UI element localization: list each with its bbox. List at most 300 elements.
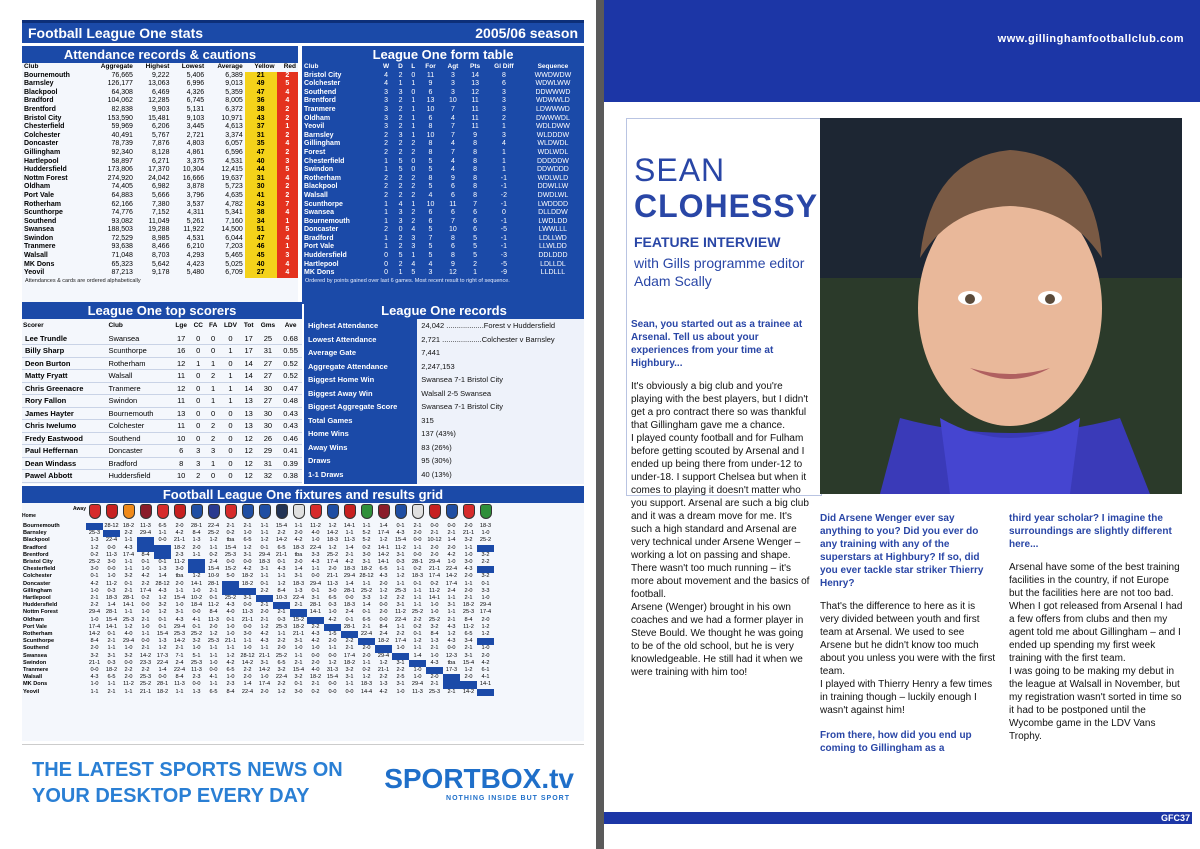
scorer-cell: 17: [241, 345, 257, 358]
grid-cell: 0-1: [209, 595, 218, 602]
scorer-cell: 0: [220, 333, 241, 345]
grid-cell: 25-2: [479, 537, 492, 544]
grid-cell: 3-1: [396, 551, 405, 558]
form-cell: 11: [471, 105, 479, 113]
form-cell: 2: [384, 140, 389, 148]
scorers-column-header: Club: [108, 322, 123, 329]
grid-cell: 3-2: [124, 652, 133, 659]
club-crest-icon: [463, 504, 475, 519]
form-cell: Brentford: [304, 97, 336, 105]
attendance-row: [22, 80, 298, 89]
grid-cell: 1-0: [175, 602, 184, 609]
club-crest-icon: [480, 504, 492, 519]
scorer-cell: 0: [220, 432, 241, 445]
form-cell: 2: [384, 226, 389, 234]
grid-cell: 17-4: [377, 530, 390, 537]
attendance-cell: 3: [277, 158, 298, 167]
form-cell: 4: [411, 226, 416, 234]
form-cell: 7: [450, 217, 455, 225]
attendance-cell: 4: [277, 175, 298, 184]
grid-cell: 11-3: [191, 667, 202, 674]
grid-cell: 18-2: [343, 659, 356, 666]
form-row: [302, 235, 584, 244]
scorer-cell: Bradford: [107, 457, 171, 470]
scorers-column-header: FA: [208, 322, 218, 329]
grid-cell: 1-1: [396, 566, 405, 573]
scorer-cell: 29: [257, 445, 280, 458]
attendance-cell: 6,996: [186, 80, 205, 88]
form-cell: 11: [471, 97, 479, 105]
form-cell: 2: [411, 209, 416, 217]
form-cell: Bristol City: [304, 71, 342, 79]
form-cell: 8: [473, 140, 478, 148]
grid-cell: 1-2: [328, 544, 337, 551]
grid-cell-empty: [477, 689, 494, 696]
attendance-cell: 6,709: [225, 269, 243, 277]
feature-subtitle: with Gills programme editor Adam Scally: [634, 255, 805, 289]
grid-cell: 6-5: [277, 544, 286, 551]
grid-cell: 1-0: [90, 681, 99, 688]
attendance-column-header: Average: [217, 63, 243, 70]
grid-row: [22, 523, 494, 530]
grid-row: [22, 660, 494, 667]
form-cell: 3: [450, 88, 455, 96]
form-cell: 2: [501, 114, 506, 122]
grid-cell: 22-4: [445, 566, 458, 573]
grid-cell: 1-1: [464, 580, 473, 587]
attendance-cell: 3,537: [186, 200, 205, 208]
grid-cell: Gillingham: [23, 587, 52, 594]
form-cell: 1: [384, 157, 389, 165]
grid-cell: 0-0: [107, 566, 116, 573]
grid-cell: 6-5: [362, 616, 371, 623]
grid-cell: 22-4: [173, 667, 186, 674]
form-cell: 8: [473, 148, 478, 156]
form-cell: 0: [501, 209, 506, 217]
form-table-title: League One form table: [302, 46, 584, 63]
form-cell: 5: [428, 243, 433, 251]
grid-cell: 11-3: [174, 681, 185, 688]
form-cell: 1: [473, 269, 478, 277]
record-row: [304, 481, 584, 484]
grid-cell: 2-1: [311, 681, 320, 688]
grid-cell: 1-2: [260, 623, 269, 630]
attendance-cell: 40: [245, 261, 277, 270]
grid-cell: 2-0: [464, 523, 473, 529]
form-cell: 4: [428, 191, 433, 199]
attendance-cell: 3,374: [225, 131, 243, 139]
grid-cell: 1-0: [481, 530, 490, 537]
grid-cell: 28-12: [240, 652, 255, 659]
player-first-name: SEAN: [634, 152, 726, 188]
attendance-cell: 14,500: [221, 226, 243, 234]
attendance-cell: 2: [277, 72, 298, 81]
attendance-section: [22, 46, 298, 304]
club-crest-icon: [310, 504, 322, 519]
grid-cell: 1-4: [413, 652, 422, 659]
grid-cell: 11-3: [140, 523, 151, 529]
grid-cell: 0-0: [328, 652, 337, 659]
grid-cell: 4-3: [226, 602, 235, 609]
grid-cell: 1-2: [277, 580, 286, 587]
club-crest-icon: [446, 504, 458, 519]
grid-cell: 2-0: [124, 674, 133, 681]
form-cell: 2: [411, 140, 416, 148]
form-cell: 8: [428, 140, 433, 148]
grid-cell: Blackpool: [23, 537, 50, 544]
attendance-cell: 5,723: [225, 183, 243, 191]
scorer-cell: Huddersfield: [107, 470, 171, 483]
record-value: 24,042 ..................Forest v Huddersfield: [417, 319, 584, 333]
grid-cell: 1-1: [90, 688, 99, 695]
attendance-cell: 4,326: [186, 88, 205, 96]
form-cell: LLDLLL: [540, 269, 566, 277]
grid-cell: 0-2: [362, 667, 371, 674]
scorer-cell: 30: [257, 382, 280, 395]
grid-cell: 3-2: [464, 537, 473, 544]
grid-cell: 1-1: [413, 602, 422, 609]
scorer-cell: 1: [206, 382, 220, 395]
grid-cell: 2-0: [260, 609, 269, 616]
grid-cell: 17-4: [343, 652, 356, 659]
grid-cell: 1-2: [481, 631, 490, 638]
attendance-row: [22, 72, 298, 81]
club-crest-icon: [361, 504, 373, 519]
scorer-cell: 11: [172, 395, 191, 408]
grid-cell: 1-4: [107, 602, 116, 609]
grid-corner-home: Home: [22, 513, 36, 519]
grid-cell: 3-1: [294, 573, 303, 580]
grid-cell: 21-1: [88, 659, 101, 666]
grid-cell: 1-1: [107, 681, 116, 688]
record-row: [304, 360, 584, 374]
grid-cell: 18-2: [292, 623, 305, 630]
grid-cell: 1-0: [430, 602, 439, 609]
grid-cell: 1-2: [447, 631, 456, 638]
scorer-cell: 2: [206, 432, 220, 445]
grid-cell: 2-0: [175, 580, 184, 587]
form-cell: 1: [501, 157, 506, 165]
grid-cell: 2-2: [396, 631, 405, 638]
grid-cell: 22-4: [309, 544, 322, 551]
scorer-cell: 2: [190, 470, 206, 483]
grid-cell: 17-3: [445, 667, 458, 674]
attendance-cell: Port Vale: [24, 191, 54, 199]
grid-cell: 15-4: [207, 566, 220, 573]
form-cell: Swindon: [304, 166, 334, 174]
grid-cell: 1-2: [379, 595, 388, 602]
scorers-column-header: Tot: [243, 322, 254, 329]
club-crest-header: [256, 503, 273, 523]
attendance-row: [22, 226, 298, 235]
attendance-cell: 9,013: [225, 80, 243, 88]
grid-cell: 17-4: [139, 587, 152, 594]
grid-cell: 4-1: [481, 674, 490, 681]
grid-cell: 18-3: [292, 544, 305, 551]
grid-cell: 3-0: [464, 559, 473, 566]
grid-row: [22, 552, 494, 559]
attendance-cell: Southend: [24, 217, 57, 225]
grid-cell: 2-4: [209, 559, 218, 566]
attendance-cell: 71,048: [111, 252, 133, 260]
player-last-name: CLOHESSY: [634, 188, 819, 224]
record-label: 1-1 Draws: [308, 469, 344, 479]
scorer-cell: 0.52: [279, 370, 302, 383]
club-crest-icon: [208, 504, 220, 519]
grid-cell: 1-4: [362, 602, 371, 609]
attendance-cell: Bristol City: [24, 114, 62, 122]
grid-cell: 17-4: [479, 609, 492, 616]
grid-cell: 29-4: [428, 559, 441, 566]
scorer-cell: 0: [190, 420, 206, 433]
form-cell: 2: [398, 71, 403, 79]
scorer-cell: 0.68: [279, 333, 302, 345]
form-cell: Rotherham: [304, 174, 341, 182]
grid-cell: Yeovil: [23, 688, 40, 695]
attendance-cell: 19,637: [221, 174, 243, 182]
form-cell: 5: [428, 157, 433, 165]
attendance-cell: Blackpool: [24, 88, 58, 96]
attendance-cell: 9,103: [186, 114, 205, 122]
grid-cell: 3-1: [464, 652, 473, 659]
scorer-cell: 0: [220, 470, 241, 483]
grid-cell: 1-0: [481, 645, 490, 652]
grid-cell: 1-0: [209, 659, 218, 666]
form-cell: 5: [398, 252, 403, 260]
form-row: [302, 72, 584, 81]
form-cell: Swansea: [304, 209, 334, 217]
attendance-title: Attendance records & cautions: [22, 46, 298, 63]
grid-cell: 1-1: [294, 523, 303, 529]
grid-cell: 1-0: [141, 623, 150, 630]
attendance-cell: 5,131: [186, 105, 205, 113]
grid-cell: 3-1: [362, 559, 371, 566]
grid-cell: 4-3: [277, 566, 286, 573]
club-crest-header: [171, 503, 188, 523]
scorer-cell: 0.48: [279, 395, 302, 408]
grid-cell: 4-3: [430, 659, 439, 666]
grid-cell: 18-3: [258, 559, 271, 566]
grid-cell: 2-4: [345, 609, 354, 616]
grid-cell: 2-1: [447, 616, 456, 623]
grid-cell: 0-0: [141, 602, 150, 609]
grid-cell: 0-2: [90, 551, 99, 558]
sportbox-advert[interactable]: [22, 744, 584, 819]
grid-cell: 15-4: [105, 616, 118, 623]
grid-cell: 4-1: [209, 674, 218, 681]
form-column-header: Club: [304, 63, 319, 70]
attendance-cell: 7,160: [225, 217, 243, 225]
scorer-cell: Chris Greenacre: [22, 382, 107, 395]
form-cell: 3: [411, 243, 416, 251]
form-cell: DDDDDW: [536, 157, 569, 165]
grid-cell: 0-2: [430, 580, 439, 587]
form-cell: Huddersfield: [304, 252, 347, 260]
grid-cell: 4-3: [447, 638, 456, 645]
grid-cell-empty: [443, 681, 460, 688]
form-cell: 1: [411, 80, 416, 88]
grid-row: [22, 689, 494, 696]
grid-cell: 8-4: [379, 623, 388, 630]
grid-cell: 1-1: [396, 623, 405, 630]
scorer-cell: 13: [241, 420, 257, 433]
scorer-cell: 0: [206, 407, 220, 420]
attendance-cell: 5,341: [225, 209, 243, 217]
grid-cell: 11-2: [208, 602, 219, 609]
question-1: Sean, you started out as a trainee at Arsenal. Tell us about your experiences from your time at Highbury...: [631, 319, 803, 369]
form-cell: 4: [411, 260, 416, 268]
grid-cell: 1-4: [243, 681, 252, 688]
club-crest-header: [222, 503, 239, 523]
grid-cell: 25-3: [88, 530, 101, 537]
grid-cell: 1-1: [447, 609, 456, 616]
grid-cell: 2-4: [379, 631, 388, 638]
grid-cell: 1-3: [294, 587, 303, 594]
grid-cell: 18-2: [377, 638, 390, 645]
attendance-cell: 1: [277, 123, 298, 132]
form-cell: 13: [426, 97, 435, 105]
grid-cell: 10-9: [207, 573, 220, 580]
grid-cell-empty: [137, 537, 154, 544]
club-crest-icon: [123, 504, 135, 519]
grid-cell: 4-3: [464, 566, 473, 573]
grid-row: [22, 602, 494, 609]
attendance-cell: 4: [277, 140, 298, 149]
grid-cell: 1-1: [396, 580, 405, 587]
grid-cell: 2-2: [260, 587, 269, 594]
form-cell: 3: [384, 88, 389, 96]
records-table: [304, 319, 584, 484]
scorer-cell: Rotherham: [107, 357, 171, 370]
club-website[interactable]: www.gillinghamfootballclub.com: [997, 33, 1184, 45]
form-cell: 1: [384, 234, 389, 242]
record-label: Biggest Away Win: [308, 388, 373, 398]
grid-cell: 0-1: [413, 580, 422, 587]
club-crest-header: [137, 503, 154, 523]
grid-cell: 3-1: [260, 659, 269, 666]
grid-cell: 0-0: [124, 659, 133, 666]
form-cell: 1: [398, 269, 403, 277]
form-cell: 8: [428, 174, 433, 182]
grid-cell: 3-2: [345, 667, 354, 674]
grid-cell: 14-2: [462, 688, 475, 695]
club-crest-header: [273, 503, 290, 523]
record-label: Average Gate: [308, 348, 357, 357]
grid-cell: 1-2: [209, 631, 218, 638]
grid-cell-empty: [86, 523, 103, 530]
attendance-cell: 2: [277, 149, 298, 158]
grid-cell: 18-3: [105, 595, 118, 602]
advert-tagline: NOTHING INSIDE BUT SPORT: [446, 795, 570, 802]
attendance-cell: Barnsley: [24, 80, 54, 88]
form-cell: 2: [398, 243, 403, 251]
grid-cell: 1-5: [328, 631, 337, 638]
grid-cell-empty: [358, 638, 375, 645]
attendance-cell: Swansea: [24, 226, 54, 234]
grid-cell: 29-4: [88, 609, 101, 616]
attendance-cell: 5: [277, 226, 298, 235]
form-cell: 2: [411, 148, 416, 156]
form-cell: 9: [473, 131, 478, 139]
grid-cell: 11-3: [412, 688, 423, 695]
grid-cell: 22-4: [207, 523, 220, 529]
grid-cell: 0-1: [226, 616, 235, 623]
grid-cell: 6-5: [107, 674, 116, 681]
attendance-row: [22, 123, 298, 132]
grid-cell: 0-1: [362, 609, 371, 616]
grid-cell: 22-4: [241, 688, 254, 695]
grid-cell: 6-5: [464, 631, 473, 638]
form-cell: -9: [500, 269, 507, 277]
grid-cell: 28-1: [190, 523, 203, 529]
form-cell: 6: [473, 217, 478, 225]
form-cell: 3: [398, 217, 403, 225]
attendance-cell: MK Dons: [24, 260, 55, 268]
grid-cell: 29-4: [309, 580, 322, 587]
grid-cell: 2-0: [260, 688, 269, 695]
form-row: [302, 243, 584, 252]
attendance-cell: 4,803: [186, 140, 205, 148]
grid-cell: 0-0: [209, 667, 218, 674]
grid-cell: 2-2: [141, 580, 150, 587]
club-crest-header: [205, 503, 222, 523]
scorer-cell: 3: [206, 445, 220, 458]
grid-cell: 2-2: [396, 667, 405, 674]
scorer-cell: 0: [190, 407, 206, 420]
form-cell: 1: [411, 252, 416, 260]
attendance-cell: 4,635: [225, 191, 243, 199]
form-cell: DDWDDD: [536, 166, 569, 174]
grid-cell: 14-2: [88, 631, 101, 638]
grid-cell: 1-2: [413, 638, 422, 645]
attendance-cell: 7,876: [151, 140, 170, 148]
grid-cell: 2-2: [124, 530, 133, 537]
club-crest-header: [188, 503, 205, 523]
form-row: [302, 132, 584, 141]
grid-cell: 0-0: [192, 609, 201, 616]
grid-cell: 0-0: [328, 681, 337, 688]
grid-cell: 25-3: [207, 638, 220, 645]
grid-cell: 1-0: [447, 559, 456, 566]
grid-cell: 22-4: [156, 659, 169, 666]
grid-cell: 25-2: [207, 530, 220, 537]
scorer-cell: 10: [172, 470, 191, 483]
form-cell: 2: [398, 105, 403, 113]
form-cell: 9: [450, 174, 455, 182]
grid-cell: 3-1: [311, 595, 320, 602]
scorer-cell: Walsall: [107, 370, 171, 383]
grid-cell: 0-0: [379, 602, 388, 609]
form-row: [302, 149, 584, 158]
form-row: [302, 192, 584, 201]
attendance-row: [22, 252, 298, 261]
grid-cell: 1-2: [396, 573, 405, 580]
form-row: [302, 201, 584, 210]
club-crest-icon: [191, 504, 203, 519]
form-cell: Yeovil: [304, 123, 325, 131]
form-cell: Oldham: [304, 114, 331, 122]
grid-cell: 1-2: [158, 609, 167, 616]
answer-1-p2: I played county football and for Fulham before getting scouted by Arsenal and I ended up being there from under-12 to under-18. I support Chelsea but when it comes to playing it doesn't matter who you support. Arsenal are such a big club and it was a dream move for me. It's such a high standard and Arsenal are very technical under Arsene Wenger – working a lot on passing and shape. There wasn't too much running – it's more about movement and the basics of football.: [631, 433, 810, 600]
grid-cell: 1-2: [158, 645, 167, 652]
grid-cell: 28-1: [343, 587, 356, 594]
form-cell: 3: [428, 269, 433, 277]
grid-cell: 11-2: [463, 623, 474, 630]
attendance-cell: Doncaster: [24, 140, 59, 148]
attendance-cell: 51: [245, 226, 277, 235]
form-cell: 3: [398, 131, 403, 139]
grid-cell: 18-3: [292, 580, 305, 587]
